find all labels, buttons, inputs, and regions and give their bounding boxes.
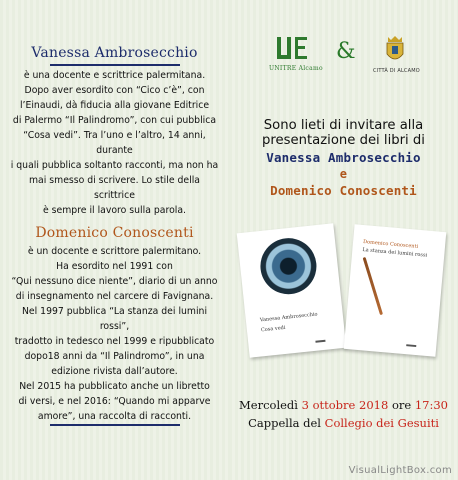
event-day: Mercoledì bbox=[239, 398, 298, 412]
eye-image bbox=[258, 235, 320, 297]
bio-line: “Qui nessuno dice niente”, diario di un anno bbox=[11, 276, 218, 287]
logo-row bbox=[229, 35, 458, 80]
bottom-rule bbox=[50, 424, 180, 426]
guest-conjunction: e bbox=[339, 167, 348, 181]
right-panel bbox=[229, 0, 458, 480]
domenico-bio bbox=[10, 244, 219, 424]
bio-line: amore”, una raccolta di racconti. bbox=[37, 411, 192, 422]
bio-line: Nel 2015 ha pubblicato anche un libretto bbox=[19, 381, 210, 392]
book-title: Cosa vedi bbox=[260, 324, 286, 334]
guest-domenico: Domenico Conoscenti bbox=[270, 183, 417, 198]
bio-line: di versi, e nel 2016: “Quando mi apparve bbox=[18, 396, 211, 407]
dagger-image bbox=[363, 257, 383, 315]
bio-line: è una docente e scrittrice palermitana. bbox=[23, 70, 206, 81]
invite-line: Sono lieti di invitare alla bbox=[263, 118, 424, 133]
city-label: CITTÀ DI ALCAMO bbox=[373, 68, 420, 74]
unitre-label: UNITRE Alcamo bbox=[269, 65, 323, 72]
bio-line: l’Einaudi, dà fiducia alla giovane Editrice bbox=[19, 100, 210, 111]
book-author: Domenico Conoscenti bbox=[362, 239, 419, 250]
invite-line: presentazione dei libri di bbox=[262, 133, 425, 148]
publisher-logo-icon bbox=[406, 339, 417, 347]
domenico-heading: Domenico Conoscenti bbox=[35, 225, 194, 241]
event-date-line bbox=[229, 396, 458, 414]
guest-vanessa: Vanessa Ambrosecchio bbox=[266, 150, 421, 165]
book-author: Vanessa Ambrosecchio bbox=[259, 311, 318, 324]
bio-line: è sempre il lavoro sulla parola. bbox=[42, 205, 187, 216]
bio-line: edizione rivista dall’autore. bbox=[51, 366, 178, 377]
bio-line: di Palermo “Il Palindromo”, con cui pubblica bbox=[12, 115, 217, 126]
book-cover-cosa-vedi bbox=[237, 223, 347, 357]
event-date: 3 ottobre 2018 bbox=[301, 398, 389, 412]
event-place-name: Collegio dei Gesuiti bbox=[324, 416, 439, 430]
event-ore: ore bbox=[391, 398, 412, 412]
bio-line: i quali pubblica soltanto racconti, ma non ha bbox=[10, 160, 219, 171]
bio-line: Dopo aver esordito con “Cico c’è”, con bbox=[24, 85, 205, 96]
bio-line: è un docente e scrittore palermitano. bbox=[27, 246, 202, 257]
watermark: VisualLightBox.com bbox=[348, 465, 452, 476]
bio-line: dopo18 anni da “Il Palindromo”, in una bbox=[24, 351, 205, 362]
event-place-line bbox=[229, 414, 458, 432]
vanessa-heading: Vanessa Ambrosecchio bbox=[31, 45, 198, 61]
bio-line: mai smesso di scrivere. Lo stile della scrittrice bbox=[29, 175, 200, 201]
bio-line: Ha esordito nel 1991 con bbox=[56, 261, 173, 272]
book-cover-stanza-lumini bbox=[344, 224, 447, 357]
city-crest-icon bbox=[384, 35, 406, 65]
invite-text bbox=[229, 118, 458, 148]
bio-line: Nel 1997 pubblica “La stanza dei lumini rossi”, bbox=[21, 306, 208, 332]
ampersand: & bbox=[336, 39, 356, 64]
vanessa-bio bbox=[10, 68, 219, 218]
bio-line: tradotto in tedesco nel 1999 e ripubblicato bbox=[14, 336, 215, 347]
event-place-prefix: Cappella del bbox=[248, 416, 321, 430]
unitre-logo-icon bbox=[277, 37, 309, 61]
bio-line: di insegnamento nel carcere di Favignana. bbox=[15, 291, 214, 302]
event-details bbox=[229, 396, 458, 432]
book-title: La stanza dei lumini rossi bbox=[362, 247, 428, 259]
publisher-logo-icon bbox=[315, 335, 326, 343]
bio-line: “Cosa vedi”. Tra l’uno e l’altro, 14 anni, durante bbox=[23, 130, 206, 156]
heading-underline bbox=[50, 64, 180, 66]
event-time: 17:30 bbox=[414, 398, 448, 412]
